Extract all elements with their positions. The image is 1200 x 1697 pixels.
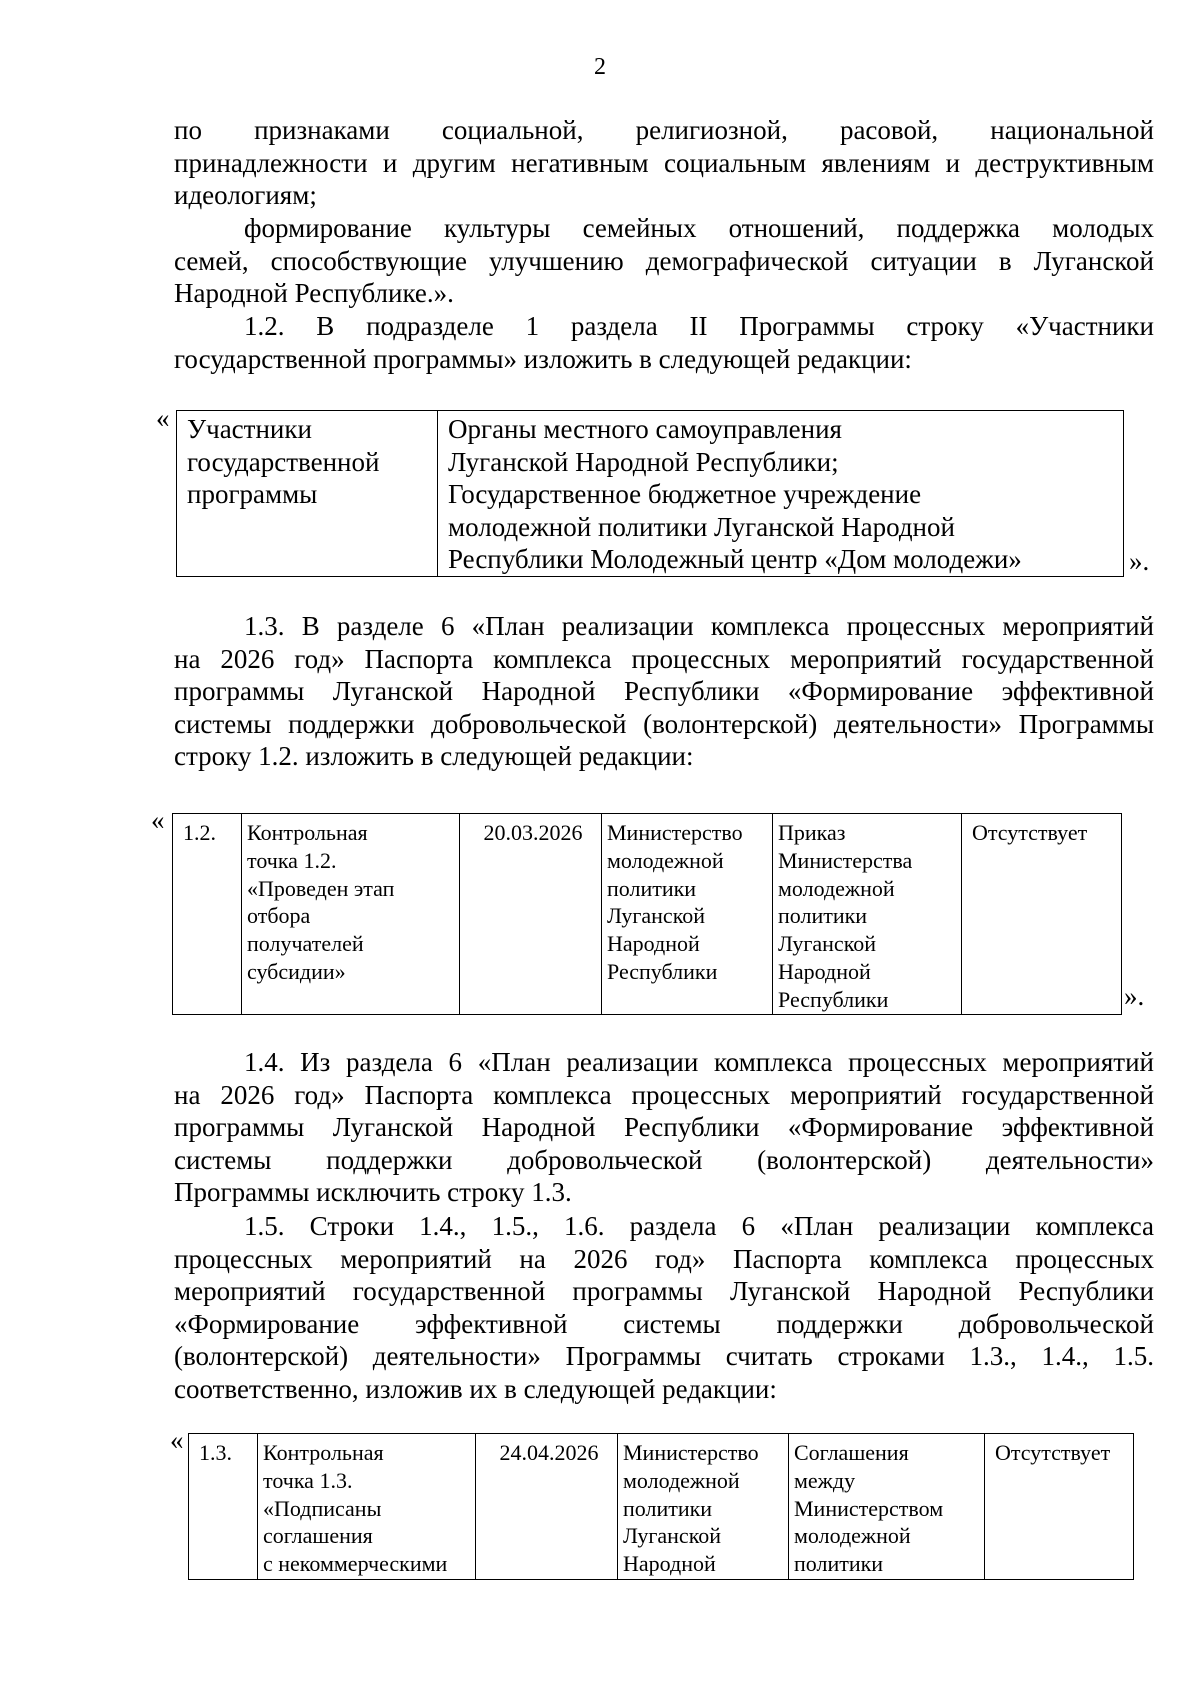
paragraph-3 [174, 310, 1154, 375]
cell-line: Народной [623, 1551, 716, 1577]
paragraph-6 [174, 1210, 1154, 1406]
cell-line: государственной [187, 446, 380, 477]
quote-open: « [156, 403, 170, 433]
text-line: (волонтерской) деятельности» Программы считать строками 1.3., 1.4., 1.5. [174, 1341, 1154, 1372]
text-line: семей, способствующие улучшению демографической ситуации в Луганской [174, 245, 1154, 276]
paragraph-1 [174, 114, 1154, 212]
cell-line: Луганской [607, 903, 706, 929]
text-line: строку 1.2. изложить в следующей редакции: [174, 741, 694, 772]
cell-line: молодежной политики Луганской Народной [448, 511, 955, 542]
cell-line: Отсутствует [972, 820, 1088, 845]
cell-line: Участники [187, 414, 312, 444]
quote-close: ». [1124, 981, 1145, 1011]
text-line: системы поддержки добровольческой (волонтерской) деятельности» [174, 1144, 1154, 1175]
cell-line: Республики [778, 986, 889, 1012]
participants-table [176, 410, 1124, 577]
cell-line: «Проведен этап [247, 875, 395, 901]
cell-line: 1.2. [183, 820, 216, 845]
cell-line: 1.3. [199, 1440, 232, 1465]
table-cell-responsible [602, 814, 773, 1015]
cell-line: Республики [607, 958, 718, 984]
paragraph-2 [174, 212, 1154, 310]
cell-line: молодежной [778, 875, 895, 901]
cell-line: 20.03.2026 [483, 820, 583, 845]
cell-line: Приказ [778, 820, 846, 845]
text-line: программы Луганской Народной Республики «Формирование эффективной [174, 1112, 1154, 1143]
table-cell-responsible [618, 1434, 789, 1580]
cell-line: Луганской [778, 931, 877, 957]
text-line: программы Луганской Народной Республики «Формирование эффективной [174, 676, 1154, 707]
table-cell-number [173, 814, 242, 1015]
cell-line: Народной [607, 931, 700, 957]
table-cell-name [242, 814, 460, 1015]
text-line: на 2026 год» Паспорта комплекса процессных мероприятий государственной [174, 1079, 1154, 1110]
text-line: Народной Республике.». [174, 278, 454, 309]
cell-line: «Подписаны [263, 1495, 382, 1521]
table-cell-date [460, 814, 602, 1015]
cell-line: точка 1.2. [247, 847, 337, 873]
plan-rows-table [188, 1433, 1134, 1580]
cell-line: соглашения [263, 1523, 373, 1549]
cell-line: Отсутствует [995, 1440, 1111, 1465]
table-cell-name [258, 1434, 476, 1580]
plan-row-table [172, 813, 1122, 1015]
cell-line: Органы местного самоуправления [448, 414, 842, 444]
paragraph-4 [174, 610, 1154, 773]
page-number: 2 [594, 54, 606, 80]
table-cell-info [985, 1434, 1134, 1580]
cell-line: точка 1.3. [263, 1467, 353, 1493]
cell-line: 24.04.2026 [499, 1440, 599, 1465]
cell-line: Соглашения [794, 1440, 909, 1465]
cell-line: между [794, 1467, 856, 1493]
text-line: на 2026 год» Паспорта комплекса процессных мероприятий государственной [174, 643, 1154, 674]
cell-line: политики [607, 875, 697, 901]
cell-line: молодежной [607, 847, 724, 873]
paragraph-5 [174, 1046, 1154, 1209]
table-cell-document [773, 814, 962, 1015]
cell-line: отбора [247, 903, 311, 929]
cell-line: программы [187, 479, 318, 510]
text-line: формирование культуры семейных отношений, поддержка молодых [244, 213, 1154, 243]
cell-line: Государственное бюджетное учреждение [448, 479, 922, 510]
text-line: идеологиям; [174, 180, 317, 211]
cell-line: получателей [247, 931, 364, 957]
cell-line: Республики Молодежный центр «Дом молодежи» [448, 544, 1022, 575]
text-line: 1.2. В подразделе 1 раздела II Программы строку «Участники [244, 311, 1154, 341]
table-row [177, 411, 1124, 577]
quote-open: « [170, 1425, 184, 1455]
cell-line: Луганской [623, 1523, 722, 1549]
cell-line: Министерством [794, 1495, 944, 1521]
cell-line: Контрольная [247, 820, 368, 845]
cell-line: политики [794, 1551, 884, 1577]
text-line: системы поддержки добровольческой (волонтерской) деятельности» Программы [174, 708, 1154, 739]
text-line: принадлежности и другим негативным социальным явлениям и деструктивным [174, 147, 1154, 178]
cell-line: политики [623, 1495, 713, 1521]
quote-close: ». [1129, 546, 1150, 576]
cell-line: Министерство [607, 820, 743, 845]
text-line: соответственно, изложив их в следующей редакции: [174, 1373, 777, 1404]
cell-line: политики [778, 903, 868, 929]
table-cell-participants-value [438, 411, 1124, 577]
cell-line: Луганской Народной Республики; [448, 446, 839, 477]
text-line: процессных мероприятий на 2026 год» Паспорта комплекса процессных [174, 1243, 1154, 1274]
text-line: 1.3. В разделе 6 «План реализации комплекса процессных мероприятий [244, 611, 1154, 641]
text-line: 1.4. Из раздела 6 «План реализации комплекса процессных мероприятий [244, 1047, 1154, 1077]
table-row [173, 814, 1122, 1015]
cell-line: Контрольная [263, 1440, 384, 1465]
text-line: «Формирование эффективной системы поддержки добровольческой [174, 1308, 1154, 1339]
text-line: мероприятий государственной программы Луганской Народной Республики [174, 1276, 1154, 1307]
table-cell-number [189, 1434, 258, 1580]
table-cell-document [789, 1434, 985, 1580]
table-cell-participants-label [177, 411, 438, 577]
cell-line: молодежной [623, 1467, 740, 1493]
table-row [189, 1434, 1134, 1580]
cell-line: Народной [778, 958, 871, 984]
table-cell-info [962, 814, 1122, 1015]
table-cell-date [476, 1434, 618, 1580]
quote-open: « [151, 805, 165, 835]
cell-line: с некоммерческими [263, 1551, 448, 1577]
cell-line: субсидии» [247, 958, 346, 984]
text-line: 1.5. Строки 1.4., 1.5., 1.6. раздела 6 «План реализации комплекса [244, 1211, 1154, 1241]
text-line: по признаками социальной, религиозной, расовой, национальной [174, 115, 1154, 145]
text-line: Программы исключить строку 1.3. [174, 1177, 572, 1208]
cell-line: Министерство [623, 1440, 759, 1465]
text-line: государственной программы» изложить в следующей редакции: [174, 343, 912, 374]
cell-line: молодежной [794, 1523, 911, 1549]
cell-line: Министерства [778, 847, 913, 873]
